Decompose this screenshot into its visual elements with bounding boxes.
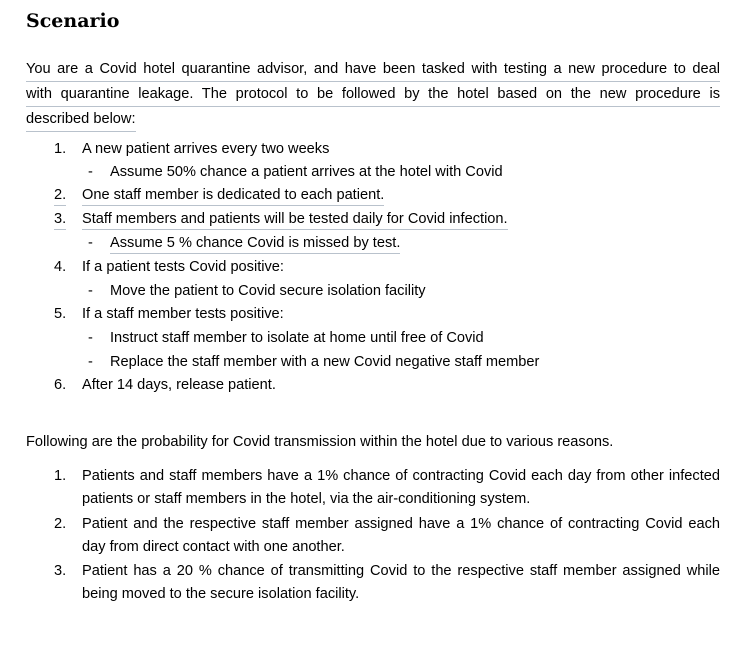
protocol-item-5 <box>0 304 746 324</box>
list-number: 2. <box>54 516 67 532</box>
dash-bullet: - <box>88 330 93 346</box>
protocol-item-4 <box>0 257 746 277</box>
list-subtext: Move the patient to Covid secure isolation facility <box>110 283 426 299</box>
list-number: 1. <box>54 141 67 157</box>
protocol-item-3 <box>0 209 746 229</box>
list-text: Staff members and patients will be tested daily for Covid infection. <box>82 209 508 230</box>
list-number: 6. <box>54 377 67 393</box>
transmission-item-3 <box>0 560 746 606</box>
intro-paragraph <box>26 57 720 132</box>
intro-line: You are a Covid hotel quarantine advisor, and have been tasked with testing a new procedure to deal <box>26 57 720 82</box>
dash-bullet: - <box>88 283 93 299</box>
intro-line: described below: <box>26 107 136 132</box>
list-text: If a patient tests Covid positive: <box>82 259 284 275</box>
protocol-subitem <box>0 352 746 372</box>
list-text: One staff member is dedicated to each patient. <box>82 185 384 206</box>
protocol-subitem <box>0 281 746 301</box>
list-number: 3. <box>54 563 67 579</box>
protocol-subitem <box>0 328 746 348</box>
dash-bullet: - <box>88 164 93 180</box>
protocol-subitem <box>0 162 746 182</box>
list-text: Patient has a 20 % chance of transmitting Covid to the respective staff member assigned while being moved to the secure isolation facility. <box>82 563 720 602</box>
protocol-item-6 <box>0 375 746 395</box>
dash-bullet: - <box>88 354 93 370</box>
list-text: Patient and the respective staff member assigned have a 1% chance of contracting Covid each day from direct contact with one another. <box>82 516 720 555</box>
list-subtext: Assume 5 % chance Covid is missed by test. <box>110 233 400 254</box>
transmission-item-2 <box>0 513 746 559</box>
list-number: 1. <box>54 468 67 484</box>
list-number: 4. <box>54 259 67 275</box>
transmission-intro: Following are the probability for Covid transmission within the hotel due to various reasons. <box>26 434 614 450</box>
list-subtext: Replace the staff member with a new Covid negative staff member <box>110 354 540 370</box>
scenario-heading: Scenario <box>26 10 120 32</box>
intro-line: with quarantine leakage. The protocol to be followed by the hotel based on the new procedure is <box>26 82 720 107</box>
protocol-item-2 <box>0 185 746 205</box>
list-text: If a staff member tests positive: <box>82 306 284 322</box>
list-subtext: Assume 50% chance a patient arrives at the hotel with Covid <box>110 164 503 180</box>
list-text: After 14 days, release patient. <box>82 377 276 393</box>
list-subtext: Instruct staff member to isolate at home until free of Covid <box>110 330 484 346</box>
list-text: A new patient arrives every two weeks <box>82 141 330 157</box>
protocol-subitem <box>0 233 746 253</box>
transmission-item-1 <box>0 465 746 511</box>
dash-bullet: - <box>88 235 93 251</box>
list-number: 5. <box>54 306 67 322</box>
list-text: Patients and staff members have a 1% chance of contracting Covid each day from other infected patients or staff members in the hotel, via the air-conditioning system. <box>82 468 720 507</box>
list-number: 3. <box>54 209 66 230</box>
list-number: 2. <box>54 185 66 206</box>
protocol-item-1 <box>0 139 746 159</box>
